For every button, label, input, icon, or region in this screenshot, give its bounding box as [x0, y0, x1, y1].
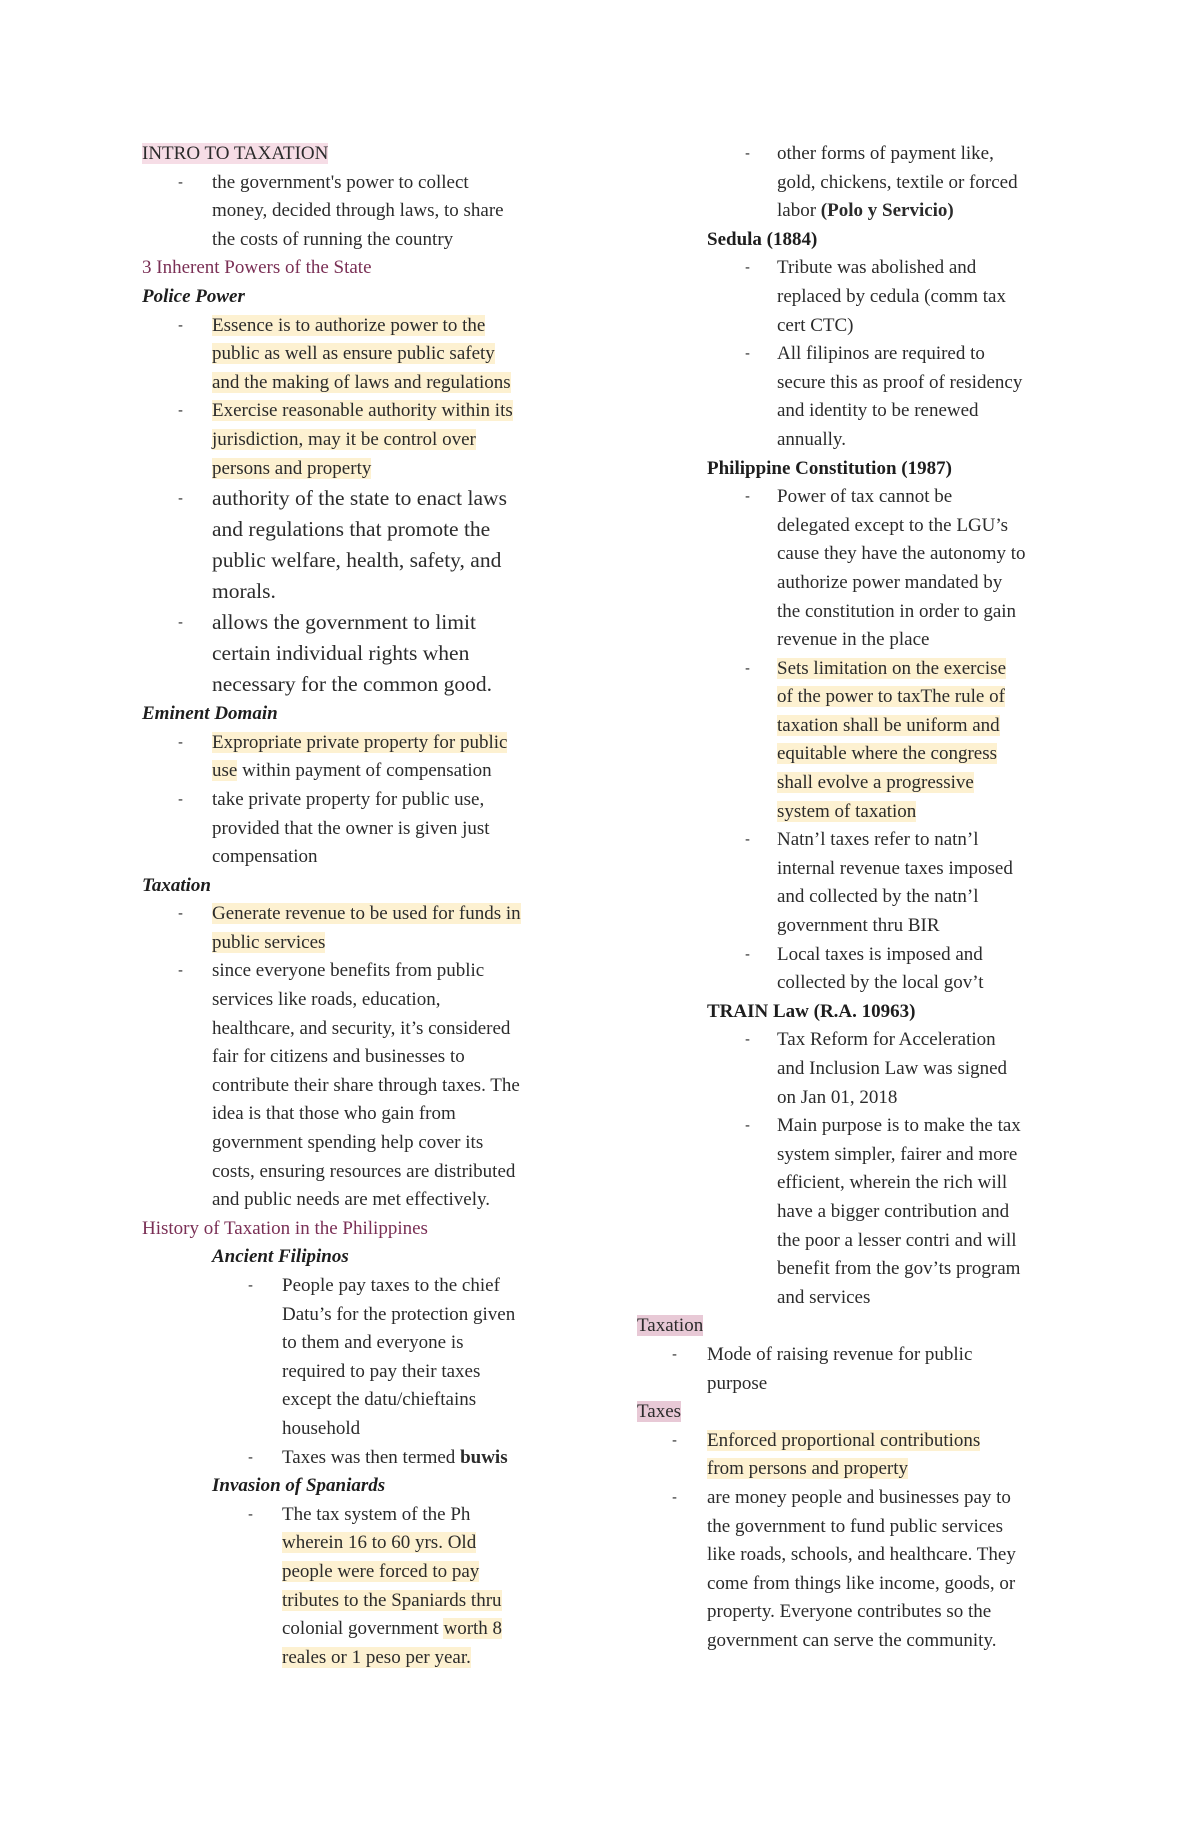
constitution-bullet-2: - Sets limitation on the exercise of the power to taxThe rule of taxation shall be uniform and equitable where the congress shall evolve a progressive system of taxation: [745, 657, 1007, 822]
eminent-domain-heading: Eminent Domain: [142, 703, 278, 725]
police-power-bullet-3: - authority of the state to enact laws and regulations that promote the public welfare, health, safety, and morals.: [178, 486, 507, 604]
taxation-definition-heading: Taxation: [637, 1315, 704, 1337]
constitution-bullet-4: - Local taxes is imposed and collected by the local gov’t: [745, 943, 984, 994]
intro-bullet: - the government's power to collect money, decided through laws, to share the costs of running the country: [178, 171, 504, 250]
police-power-bullet-1: - Essence is to authorize power to the public as well as ensure public safety and the making of laws and regulations: [178, 314, 511, 393]
eminent-domain-bullet-2: - take private property for public use, provided that the owner is given just compensation: [178, 788, 490, 868]
train-bullet-2: - Main purpose is to make the tax system simpler, fairer and more efficient, wherein the rich will have a bigger contribution and the poor a lesser contri and will benefit from the gov’ts program and services: [745, 1115, 1021, 1308]
document-title: INTRO TO TAXATION: [142, 143, 329, 164]
ancient-bullet-2: - Taxes was then termed buwis: [248, 1446, 508, 1468]
taxes-definition-bullet-2: - are money people and businesses pay to the government to fund public services like roads, schools, and healthcare. They come from things like income, goods, or property. Everyone contributes so the government can serve the community.: [672, 1486, 1016, 1651]
taxation-power-bullet-2: - since everyone benefits from public services like roads, education, healthcare, and security, it’s considered fair for citizens and businesses to contribute their share through taxes. The idea is that those who gain from government spending help cover its costs, ensuring resources are distributed and public needs are met effectively.: [178, 960, 520, 1211]
police-power-bullet-2: - Exercise reasonable authority within its jurisdiction, may it be control over persons and property: [178, 400, 513, 479]
constitution-bullet-3: - Natn’l taxes refer to natn’l internal revenue taxes imposed and collected by the natn’l government thru BIR: [745, 829, 1013, 937]
taxation-power-bullet-1: - Generate revenue to be used for funds in public services: [178, 903, 521, 953]
sedula-bullet-2: - All filipinos are required to secure this as proof of residency and identity to be renewed annually.: [745, 343, 1023, 450]
spaniards-bullet-1: - The tax system of the Ph wherein 16 to 60 yrs. Old people were forced to pay tributes to the Spaniards thru colonial government worth 8 reales or 1 peso per year.: [248, 1503, 503, 1668]
right-column: [637, 140, 1067, 1655]
powers-heading: 3 Inherent Powers of the State: [142, 257, 372, 279]
left-column: [142, 140, 572, 1672]
constitution-bullet-1: - Power of tax cannot be delegated except to the LGU’s cause they have the autonomy to authorize power mandated by the constitution in order to gain revenue in the place: [745, 486, 1026, 651]
taxes-definition-bullet-1: - Enforced proportional contributions from persons and property: [672, 1429, 981, 1480]
spaniards-bullet-2: - other forms of payment like, gold, chickens, textile or forced labor (Polo y Servicio): [745, 143, 1018, 222]
police-power-bullet-4: - allows the government to limit certain individual rights when necessary for the common good.: [178, 610, 493, 697]
history-heading: History of Taxation in the Philippines: [142, 1217, 428, 1239]
taxation-definition-bullet: - Mode of raising revenue for public purpose: [672, 1343, 973, 1394]
train-bullet-1: - Tax Reform for Acceleration and Inclusion Law was signed on Jan 01, 2018: [745, 1029, 1008, 1108]
eminent-domain-bullet-1: - Expropriate private property for public use within payment of compensation: [178, 731, 508, 782]
police-power-heading: Police Power: [142, 285, 245, 307]
taxes-definition-heading: Taxes: [637, 1401, 682, 1423]
taxation-power-heading: Taxation: [142, 874, 211, 896]
train-law-heading: TRAIN Law (R.A. 10963): [707, 1000, 916, 1022]
sedula-heading: Sedula (1884): [707, 228, 818, 250]
spaniards-heading: Invasion of Spaniards: [212, 1475, 386, 1497]
constitution-heading: Philippine Constitution (1987): [707, 457, 952, 479]
ancient-filipinos-heading: Ancient Filipinos: [212, 1246, 349, 1268]
sedula-bullet-1: - Tribute was abolished and replaced by cedula (comm tax cert CTC): [745, 257, 1006, 336]
ancient-bullet-1: - People pay taxes to the chief Datu’s for the protection given to them and everyone is required to pay their taxes except the datu/chieftains household: [248, 1275, 516, 1439]
